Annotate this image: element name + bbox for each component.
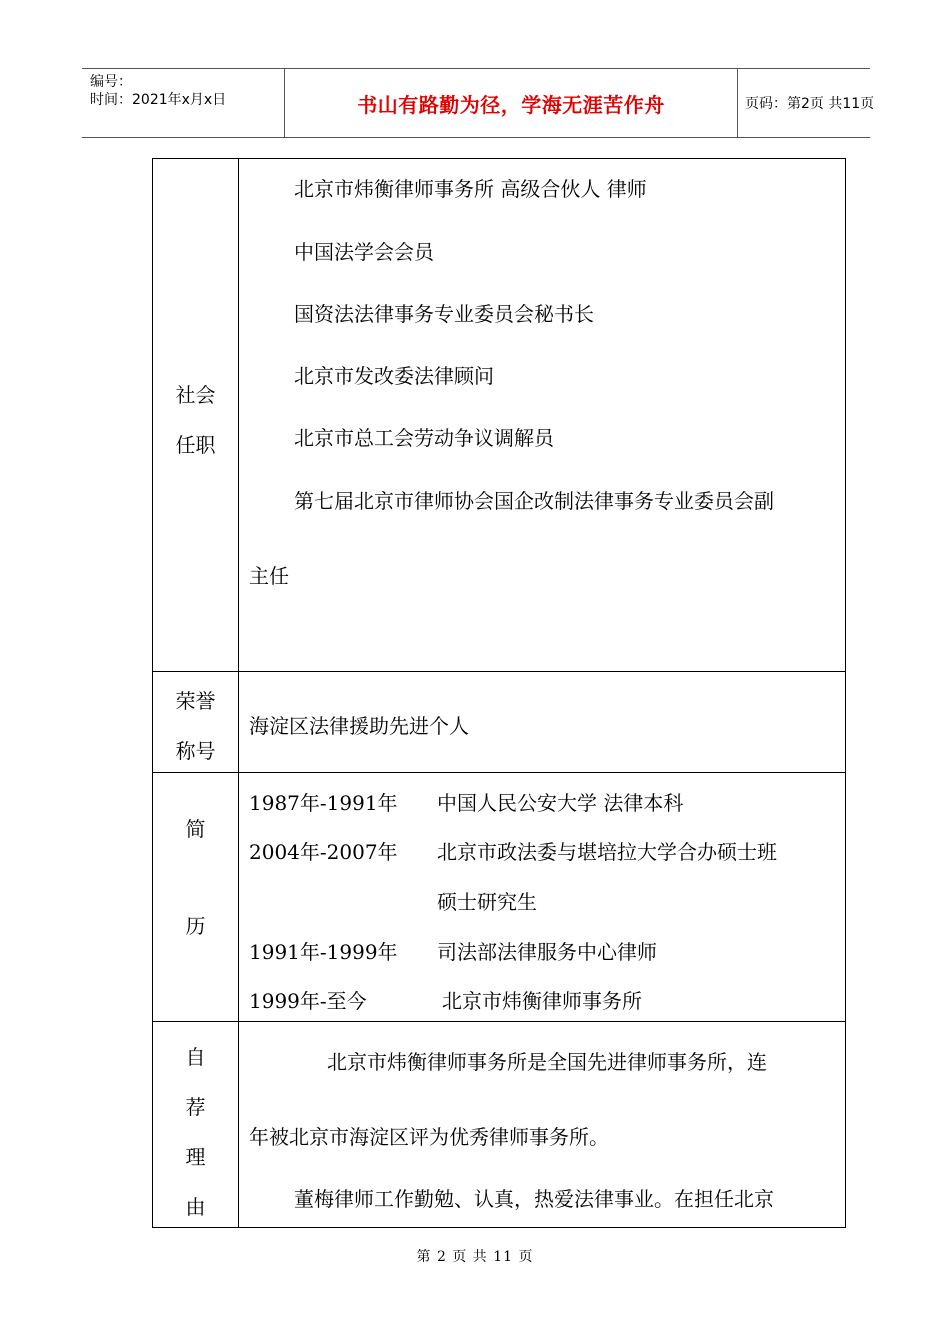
time-label: 时间：2021年x月x日 xyxy=(90,92,227,108)
resume-table xyxy=(152,158,846,1228)
reason-label-4: 由 xyxy=(185,1195,206,1219)
social-line: 主任 xyxy=(249,564,289,588)
social-line: 中国法学会会员 xyxy=(294,240,434,264)
column-divider xyxy=(238,159,239,1227)
reason-label-1: 自 xyxy=(185,1045,206,1069)
row-divider xyxy=(153,772,845,773)
social-line: 国资法法律事务专业委员会秘书长 xyxy=(294,302,594,326)
resume-detail: 中国人民公安大学 法律本科 xyxy=(437,791,684,815)
social-label-1: 社会 xyxy=(175,383,216,407)
page-header xyxy=(82,68,875,138)
resume-period: 1991年-1999年 xyxy=(249,940,398,964)
reason-line: 年被北京市海淀区评为优秀律师事务所。 xyxy=(249,1125,609,1149)
page-footer: 第 2 页 共 11 页 xyxy=(416,1249,534,1265)
header-motto xyxy=(284,69,738,137)
resume-period: 1999年-至今 xyxy=(249,989,367,1013)
resume-label-2: 历 xyxy=(185,914,206,938)
honor-label-2: 称号 xyxy=(175,739,216,763)
honor-text: 海淀区法律援助先进个人 xyxy=(249,714,469,738)
number-label: 编号： xyxy=(90,74,132,90)
social-label-2: 任职 xyxy=(175,433,216,457)
resume-detail: 北京市炜衡律师事务所 xyxy=(442,989,642,1013)
resume-period: 1987年-1991年 xyxy=(249,791,398,815)
header-meta xyxy=(82,69,284,137)
resume-label-1: 简 xyxy=(185,817,206,841)
reason-line: 董梅律师工作勤勉、认真，热爱法律事业。在担任北京 xyxy=(294,1187,774,1211)
row-divider xyxy=(153,671,845,672)
header-page-info: 页码：第2页 共11页 xyxy=(745,96,875,112)
row-divider xyxy=(153,1021,845,1022)
resume-detail: 北京市政法委与堪培拉大学合办硕士班 xyxy=(437,840,777,864)
social-line: 北京市炜衡律师事务所 高级合伙人 律师 xyxy=(294,177,647,201)
social-line: 第七届北京市律师协会国企改制法律事务专业委员会副 xyxy=(294,489,774,513)
resume-detail: 司法部法律服务中心律师 xyxy=(437,940,657,964)
resume-period: 2004年-2007年 xyxy=(249,840,398,864)
resume-detail: 硕士研究生 xyxy=(437,890,537,914)
honor-label-1: 荣誉 xyxy=(175,689,216,713)
social-line: 北京市总工会劳动争议调解员 xyxy=(294,426,554,450)
motto-text: 书山有路勤为径，学海无涯苦作舟 xyxy=(357,92,665,117)
reason-line: 北京市炜衡律师事务所是全国先进律师事务所，连 xyxy=(327,1050,767,1074)
reason-label-2: 荐 xyxy=(185,1095,206,1119)
reason-label-3: 理 xyxy=(185,1145,206,1169)
social-line: 北京市发改委法律顾问 xyxy=(294,364,494,388)
